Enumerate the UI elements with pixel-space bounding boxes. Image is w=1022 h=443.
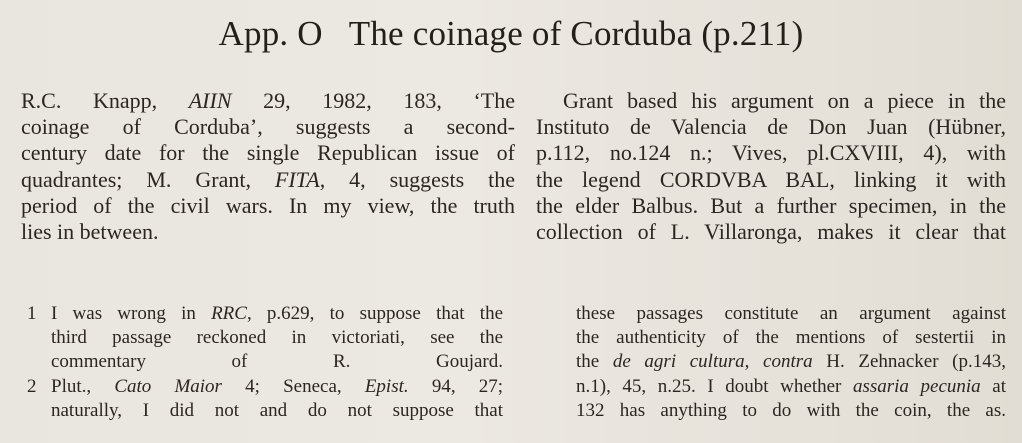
- footnotes-right: [576, 302, 1006, 423]
- text-line: the elder Balbus. But a further specimen, in the: [536, 192, 1006, 218]
- text-line: century date for the single Republican issue of: [21, 140, 515, 166]
- section-title: The coinage of Corduba (p.211): [348, 14, 804, 53]
- text-line: the legend CORDVBA BAL, linking it with: [536, 166, 1006, 192]
- footnote-line: 132 has anything to do with the coin, the as.: [576, 399, 1006, 421]
- text-line: p.112, no.124 n.; Vives, pl.CXVIII, 4), with: [536, 140, 1006, 166]
- footnote-line: these passages constitute an argument against: [576, 303, 1006, 324]
- text-line: quadrantes; M. Grant, FITA, 4, suggests the: [21, 166, 515, 192]
- footnote-line: the authenticity of the mentions of sestertii in: [576, 327, 1006, 349]
- right-text-column: [536, 88, 1006, 245]
- page-title: [0, 14, 1022, 54]
- footnote-2-line: 2 Plut., Cato Maior 4; Seneca, Epist. 94, 27;: [27, 375, 503, 399]
- text-line: coinage of Corduba’, suggests a second-: [21, 114, 515, 140]
- text-line: Instituto de Valencia de Don Juan (Hübner,: [536, 114, 1006, 140]
- footnote-1-line: third passage reckoned in victoriati, see the: [51, 327, 503, 349]
- appendix-label: App. O: [218, 14, 323, 53]
- footnote-line: the de agri cultura, contra H. Zehnacker (p.143,: [576, 351, 1006, 373]
- footnote-1-line: 1 I was wrong in RRC, p.629, to suppose that the: [27, 302, 503, 326]
- text-line: collection of L. Villaronga, makes it clear that: [536, 219, 1006, 245]
- footnote-number: 2: [27, 375, 37, 397]
- footnote-2-line: naturally, I did not and do not suppose that: [51, 399, 503, 421]
- footnote-1-line: commentary of R. Goujard.: [51, 351, 503, 373]
- footnote-number: 1: [27, 303, 37, 324]
- left-text-column: [21, 88, 515, 245]
- text-line: R.C. Knapp, AIIN 29, 1982, 183, ‘The: [21, 88, 515, 113]
- footnotes-left: [27, 302, 503, 423]
- text-line: lies in between.: [21, 219, 159, 245]
- text-line: period of the civil wars. In my view, the truth: [21, 192, 515, 218]
- footnote-line: n.1), 45, n.25. I doubt whether assaria pecunia at: [576, 375, 1006, 397]
- text-line: Grant based his argument on a piece in the: [563, 88, 1006, 113]
